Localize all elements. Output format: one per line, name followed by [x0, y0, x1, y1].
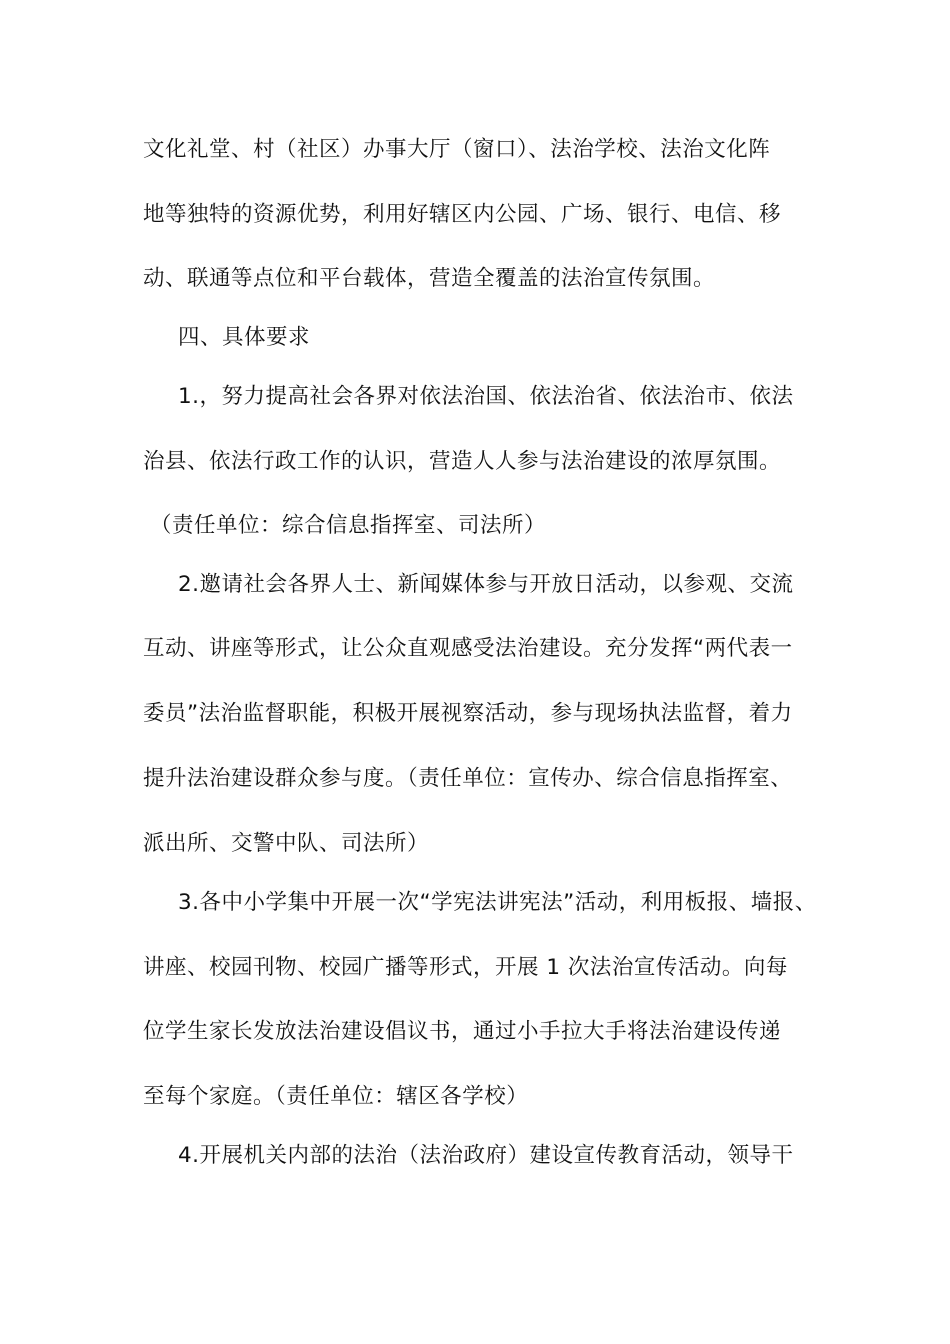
text-line: 动、联通等点位和平台载体，营造全覆盖的法治宣传氛围。 [143, 266, 716, 291]
text-line: 位学生家长发放法治建设倡议书，通过小手拉大手将法治建设传递 [143, 1019, 782, 1044]
text-line: 委员”法治监督职能，积极开展视察活动，参与现场执法监督，着力 [143, 701, 793, 726]
text-line: 1.，努力提高社会各界对依法治国、依法治省、依法治市、依法 [178, 384, 794, 409]
text-line: 文化礼堂、村（社区）办事大厅（窗口）、法治学校、法治文化阵 [143, 137, 771, 162]
text-line: 4.开展机关内部的法治（法治政府）建设宣传教育活动，领导干 [178, 1143, 794, 1168]
text-line: 讲座、校园刊物、校园广播等形式，开展 1 次法治宣传活动。向每 [143, 955, 788, 980]
text-line: 至每个家庭。（责任单位：辖区各学校） [143, 1084, 529, 1109]
text-line: 提升法治建设群众参与度。（责任单位：宣传办、综合信息指挥室、 [143, 766, 793, 791]
section-heading: 四、具体要求 [178, 325, 311, 350]
text-line: 3.各中小学集中开展一次“学宪法讲宪法”活动，利用板报、墙报、 [178, 890, 817, 915]
text-line: 2.邀请社会各界人士、新闻媒体参与开放日活动，以参观、交流 [178, 572, 794, 597]
text-line: 治县、依法行政工作的认识，营造人人参与法治建设的浓厚氛围。 [143, 449, 782, 474]
text-line: 互动、讲座等形式，让公众直观感受法治建设。充分发挥“两代表一 [143, 636, 793, 661]
text-line: 派出所、交警中队、司法所） [143, 831, 430, 856]
responsible-unit: （责任单位：综合信息指挥室、司法所） [150, 513, 547, 538]
text-line: 地等独特的资源优势，利用好辖区内公园、广场、银行、电信、移 [143, 202, 782, 227]
